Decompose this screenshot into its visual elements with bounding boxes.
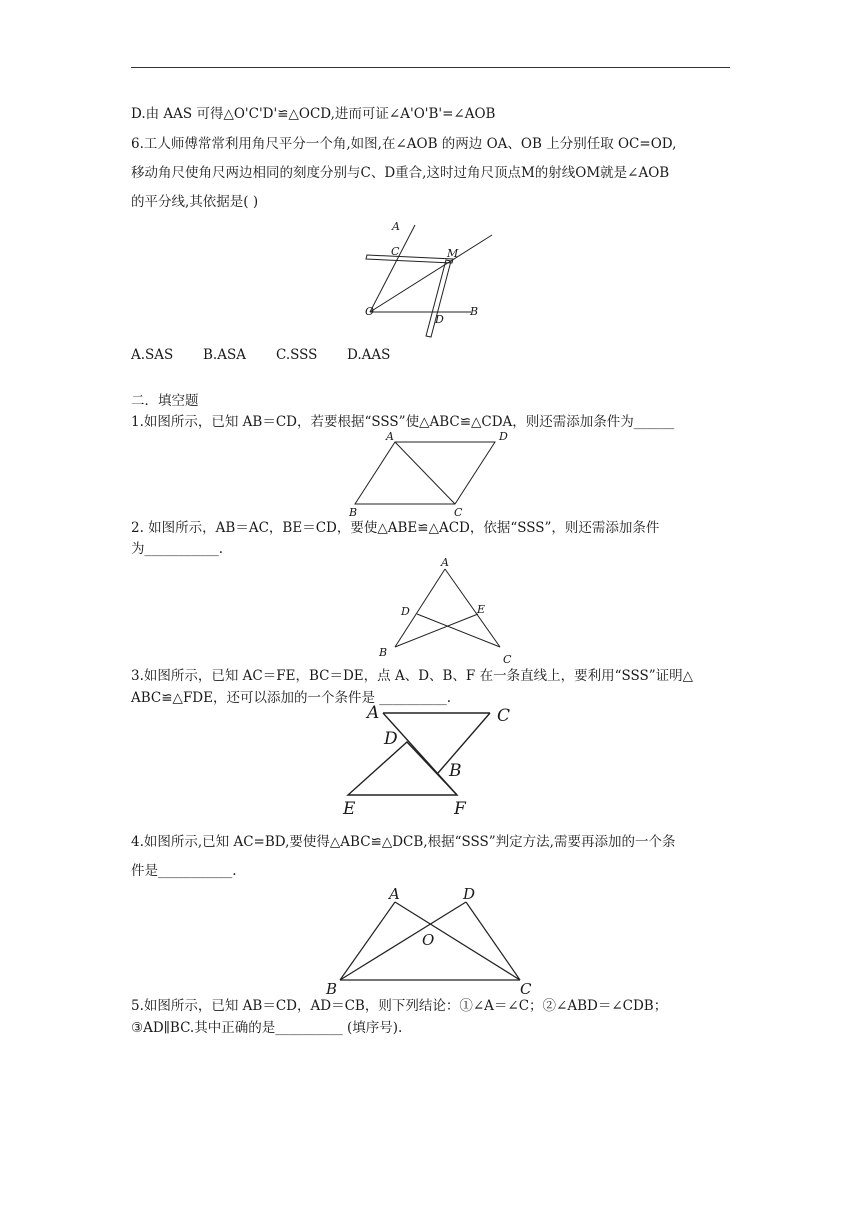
f1-parallelogram-figure (345, 426, 515, 518)
f4-line-1: 4.如图所示,已知 AC=BD,要使得△ABC≌△DCB,根据“SSS”判定方法,需要再添加的一个条 (131, 834, 676, 850)
f3-line-2: ABC≌△FDE，还可以添加的一个条件是 __________. (131, 690, 452, 706)
f1-label-c: C (454, 506, 463, 518)
q6-label-o: O (365, 305, 375, 318)
f2-label-a: A (441, 556, 449, 569)
f2-line-2: 为___________. (131, 541, 224, 557)
q6-label-m: M (447, 247, 459, 260)
q6-line-1: 6.工人师傅常常利用角尺平分一个角,如图,在∠AOB 的两边 OA、OB 上分别任取 OC=OD, (131, 136, 677, 152)
f3-line-1: 3.如图所示，已知 AC＝FE，BC＝DE，点 A、D、B、F 在一条直线上，要利用“SSS”证明△ (131, 668, 694, 684)
q6-label-c: C (391, 245, 400, 258)
q6-angle-bisector-figure (355, 215, 505, 340)
f1-label-a: A (386, 430, 394, 443)
q6-option-c: C.SSS (276, 347, 318, 363)
f3-label-e: E (343, 799, 356, 819)
f3-two-triangles-figure (335, 700, 525, 820)
f1-label-d: D (499, 430, 508, 443)
q6-line-3: 的平分线,其依据是( ) (131, 194, 259, 210)
f4-label-o: O (422, 931, 435, 949)
f2-label-d: D (401, 605, 410, 618)
q6-label-d: D (435, 313, 444, 326)
f4-label-b: B (326, 980, 338, 998)
section-2-title: 二．填空题 (131, 393, 199, 409)
f2-triangle-figure (372, 552, 522, 667)
f2-label-e: E (477, 603, 486, 616)
f4-label-c: C (520, 980, 532, 998)
f1-label-b: B (349, 506, 358, 518)
f2-line-1: 2. 如图所示，AB＝AC，BE＝CD，要使△ABE≌△ACD，依据“SSS”，则还需添加条件 (131, 520, 660, 536)
f2-label-c: C (503, 653, 512, 666)
f1-line-1: 1.如图所示，已知 AB＝CD，若要根据“SSS”使△ABC≌△CDA，则还需添加条件为______ (131, 414, 675, 430)
f4-label-d: D (463, 885, 476, 903)
f4-line-2: 件是___________. (131, 863, 237, 879)
f5-line-2: ③AD∥BC.其中正确的是__________ (填序号). (131, 1020, 403, 1036)
header-rule (131, 67, 730, 68)
f2-label-b: B (379, 646, 388, 659)
q6-option-a: A.SAS (131, 347, 174, 363)
q6-line-2: 移动角尺使角尺两边相同的刻度分别与C、D重合,这时过角尺顶点M的射线OM就是∠AOB (131, 165, 670, 181)
f4-crossed-triangles-figure (318, 880, 538, 998)
f4-label-a: A (389, 885, 400, 903)
q6-option-b: B.ASA (203, 347, 246, 363)
f3-label-f: F (454, 799, 466, 819)
f3-label-c: C (497, 706, 511, 726)
q6-label-b: B (470, 305, 479, 318)
f3-label-b: B (449, 761, 462, 781)
f3-label-a: A (367, 703, 380, 723)
f3-label-d: D (384, 729, 398, 749)
f5-line-1: 5.如图所示，已知 AB＝CD，AD＝CB，则下列结论：①∠A＝∠C；②∠ABD＝∠CDB； (131, 998, 668, 1014)
q6-label-a: A (392, 220, 400, 233)
q5-option-d: D.由 AAS 可得△O'C'D'≌△OCD,进而可证∠A'O'B'=∠AOB (131, 106, 496, 122)
q6-option-d: D.AAS (347, 347, 391, 363)
